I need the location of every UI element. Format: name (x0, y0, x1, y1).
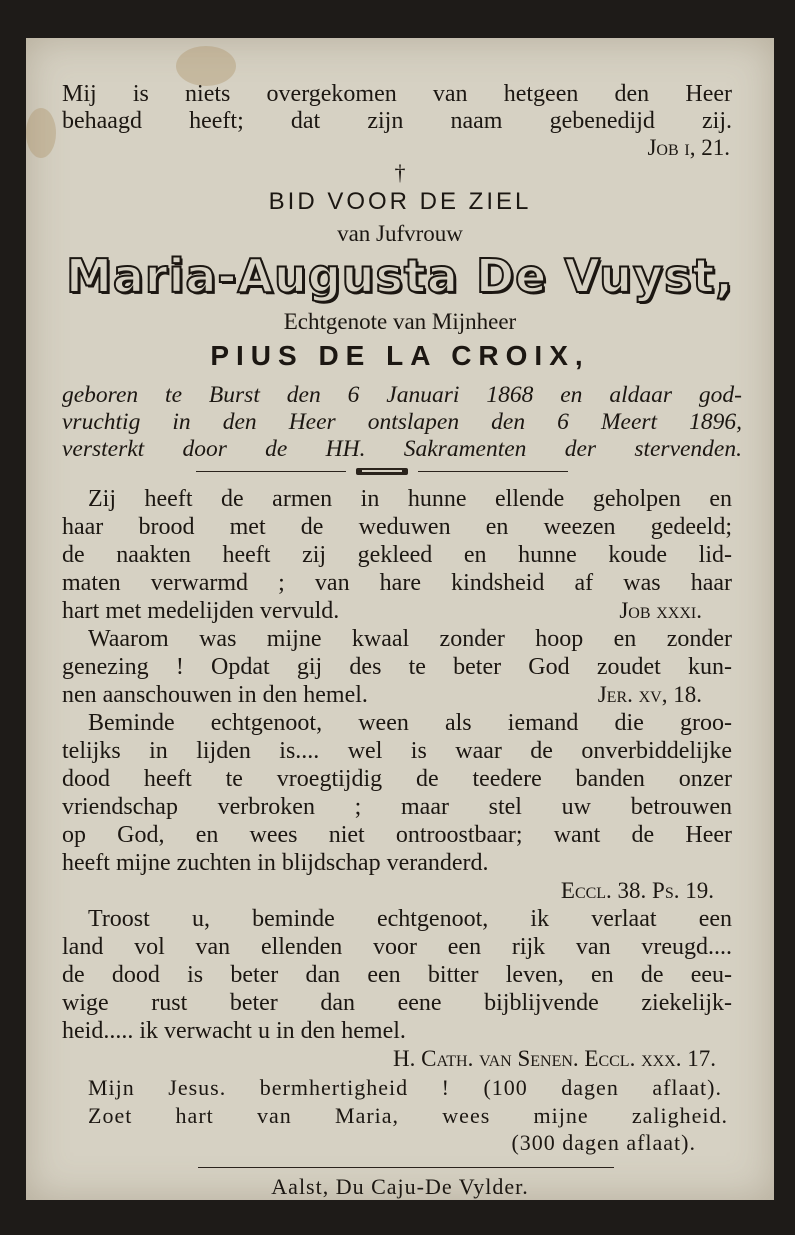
citation-jeremiah: Jer. xv, 18. (597, 682, 702, 707)
body-line: genezing ! Opdat gij des te beter God zoudet kun- (62, 654, 732, 680)
divider-left (196, 471, 346, 472)
citation-eccl: Eccl. 38. Ps. 19. (560, 878, 714, 903)
citation-job: Job xxxi. (619, 598, 702, 623)
prayer-maria-indulgence: (300 dagen aflaat). (511, 1130, 696, 1155)
divider-right (418, 471, 568, 472)
deceased-name: Maria-Augusta De Vuyst, (66, 249, 734, 303)
body-line: land vol van ellenden voor een rijk van vreugd.... (62, 934, 732, 960)
body-line: op God, en wees niet ontroostbaar; want de Heer (62, 822, 732, 848)
citation-catharina: H. Cath. van Senen. Eccl. xxx. 17. (393, 1046, 716, 1071)
body-line: Zij heeft de armen in hunne ellende geholpen en (88, 486, 732, 512)
memorial-card (26, 38, 774, 1200)
cross-icon: † (394, 160, 406, 185)
body-line: heid..... ik verwacht u in den hemel. (62, 1018, 406, 1044)
body-line: hart met medelijden vervuld. (62, 598, 340, 624)
spouse-intro: Echtgenote van Mijnheer (283, 309, 517, 334)
biography-line-2: vruchtig in den Heer ontslapen den 6 Meert 1896, (62, 409, 742, 435)
body-line: maten verwarmd ; van hare kindsheid af was haar (62, 570, 732, 596)
body-line: telijks in lijden is.... wel is waar de onverbiddelijke (62, 738, 732, 764)
prayer-maria: Zoet hart van Maria, wees mijne zaligheid. (88, 1103, 728, 1128)
body-line: Beminde echtgenoot, ween als iemand die groo- (88, 710, 732, 736)
ornament-icon (356, 468, 408, 475)
paper-stain (26, 108, 56, 158)
spouse-name: PIUS DE LA CROIX, (210, 340, 590, 371)
biography-line-3: versterkt door de HH. Sakramenten der stervenden. (62, 436, 742, 462)
deceased-title: van Jufvrouw (337, 221, 463, 246)
body-line: dood heeft te vroegtijdig de teedere banden onzer (62, 766, 732, 792)
body-line: de dood is beter dan een bitter leven, en de eeu- (62, 962, 732, 988)
body-line: Waarom was mijne kwaal zonder hoop en zonder (88, 626, 732, 652)
printer-imprint: Aalst, Du Caju-De Vylder. (271, 1174, 529, 1199)
prayer-jesus: Mijn Jesus. bermhertigheid ! (100 dagen aflaat). (88, 1075, 722, 1100)
epigraph-line-2: behaagd heeft; dat zijn naam gebenedijd zij. (62, 108, 732, 134)
body-line: Troost u, beminde echtgenoot, ik verlaat een (88, 906, 732, 932)
body-line: vriendschap verbroken ; maar stel uw betrouwen (62, 794, 732, 820)
prayer-heading: BID VOOR DE ZIEL (268, 188, 532, 215)
epigraph-source: Job i, 21. (647, 135, 730, 160)
body-line: heeft mijne zuchten in blijdschap veranderd. (62, 850, 489, 876)
body-line: wige rust beter dan eene bijblijvende ziekelijk- (62, 990, 732, 1016)
body-line: haar brood met de weduwen en weezen gedeeld; (62, 514, 732, 540)
footer-divider (198, 1167, 614, 1168)
body-line: nen aanschouwen in den hemel. (62, 682, 368, 708)
biography-line-1: geboren te Burst den 6 Januari 1868 en aldaar god- (62, 382, 742, 408)
epigraph-line-1: Mij is niets overgekomen van hetgeen den Heer (62, 81, 732, 107)
body-line: de naakten heeft zij gekleed en hunne koude lid- (62, 542, 732, 568)
